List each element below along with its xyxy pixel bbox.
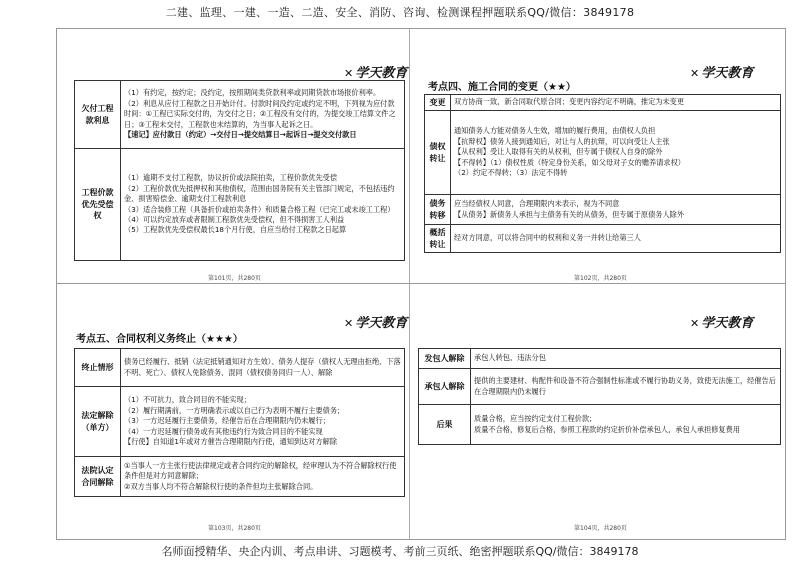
row-header: 法院认定合同解除 (75, 457, 121, 497)
row-header: 承包人解除 (419, 369, 471, 405)
logo-mark-icon: ✕ (690, 67, 700, 80)
content-line: （3）适合装修工程（具备折价或拍卖条件）和质量合格工程（已完工或未竣工工程） (124, 204, 395, 214)
content-line: （4）可以约定放弃或者限制工程款优先受偿权，但不得损害工人利益 (124, 214, 345, 224)
table-top-right (424, 94, 781, 253)
content-line: ②双方当事人均不符合解除权行使的条件但均主张解除合同。 (124, 481, 318, 491)
table-row (75, 457, 405, 497)
horizontal-divider (56, 283, 786, 284)
table-row (425, 111, 781, 195)
table-row (75, 387, 405, 457)
content-line: （5）工程款优先受偿权最长18个月行使，自应当给付工程款之日起算 (124, 225, 347, 235)
logo (344, 312, 407, 331)
logo (690, 312, 753, 331)
content-line: 【从债务】新债务人承担与主债务有关的从债务，但专属于原债务人除外 (454, 209, 685, 219)
footer-banner: 名师面授精华、央企内训、考点串讲、习题模考、考前三页纸、绝密押题联系QQ/微信：3849178 (161, 545, 639, 558)
content-line: （2）利息从应付工程款之日开始计付。付款时间没约定或约定不明，下列视为应付款时间：①工程已实际交付的，为交付之日；②工程没有交付的，为提交竣工结算文件之日；③工程未交付，工程款也未结算的，为当事人起诉之日。 (124, 98, 396, 129)
row-content (121, 387, 405, 457)
row-header: 发包人解除 (419, 349, 471, 369)
content-line: 债务已经履行、抵销（法定抵销通知对方生效）、债务人提存（债权人无理由拒绝、下落不明、死亡）、债权人免除债务、混同（债权债务同归一人）、解除 (124, 357, 401, 377)
content-line: （3）一方迟延履行主要债务，经催告后在合理期限内仍未履行； (124, 416, 330, 426)
page-number: 第102页，共280页 (574, 275, 627, 282)
logo-text: 学天教育 (355, 316, 408, 331)
row-header: 法定解除（单方） (75, 387, 121, 457)
table-row (425, 95, 781, 111)
logo-text: 学天教育 (701, 316, 754, 331)
content-line: 提供的主要建材、构配件和设备不符合强制性标准或不履行协助义务，致使无法施工，经催告后在合理期限内仍未履行 (474, 376, 776, 396)
content-line: 【速记】应付款日（约定）→交付日→提交结算日→起诉日→提交交付款日 (124, 130, 357, 140)
row-content (451, 95, 781, 111)
logo-text: 学天教育 (355, 66, 408, 81)
content-line: 质量合格，应当按约定支付工程价款； (474, 414, 597, 424)
row-content (451, 111, 781, 195)
table-top-left (74, 80, 405, 261)
page-number: 第104页，共280页 (574, 525, 627, 532)
row-content (121, 81, 405, 149)
table-row (419, 369, 781, 405)
content-line: （2）约定不得转；（3）法定不得转 (454, 168, 568, 178)
row-content (121, 149, 405, 261)
page-number: 第103页，共280页 (208, 525, 261, 532)
logo-mark-icon: ✕ (344, 67, 354, 80)
logo-mark-icon: ✕ (690, 317, 700, 330)
row-content (121, 457, 405, 497)
row-header: 变更 (425, 95, 451, 111)
table-row (425, 195, 781, 225)
logo-mark-icon: ✕ (344, 317, 354, 330)
header-banner: 二建、监理、一建、一造、二造、安全、消防、咨询、检测课程押题联系QQ/微信：3849178 (165, 6, 635, 19)
content-line: （1）有约定，按约定；没约定，按照期间类贷款利率或同期贷款市场报价利率。 (124, 88, 381, 98)
row-header: 工程价款优先受偿权 (75, 149, 121, 261)
content-line: （1）逾期不支付工程款，协议折价或法院拍卖，工程价款优先受偿 (124, 173, 338, 183)
content-line: 经对方同意，可以将合同中的权利和义务一并转让给第三人 (454, 233, 641, 243)
section-title: 考点四、施工合同的变更（★★） (428, 82, 576, 93)
content-line: （2）履行期满前，一方明确表示或以自己行为表明不履行主要债务； (124, 405, 345, 415)
row-content (451, 195, 781, 225)
row-header: 终止情形 (75, 349, 121, 387)
table-row (75, 81, 405, 149)
section-title: 考点五、合同权利义务终止（★★★） (76, 334, 243, 345)
content-line: 【从权利】受让人取得有关的从权利，但专属于债权人自身的除外 (454, 147, 663, 157)
row-content (471, 369, 781, 405)
table-bottom-left (74, 348, 405, 497)
content-line: 承包人转包、违法分包 (474, 353, 546, 363)
vertical-divider (409, 28, 410, 540)
content-line: 质量不合格，修复后合格，参照工程款的约定折价补偿承包人，承包人承担修复费用 (474, 424, 740, 434)
content-line: 【抗辩权】债务人接到通知后，对让与人的抗辩，可以向受让人主张 (454, 136, 670, 146)
content-line: 【行使】自知道1年或对方催告合理期限内行使，通知到达对方解除 (124, 437, 338, 447)
table-bottom-right (418, 348, 781, 445)
table-row (75, 149, 405, 261)
row-content (121, 349, 405, 387)
page-number: 第101页，共280页 (208, 275, 261, 282)
table-row (75, 349, 405, 387)
content-line: 应当经债权人同意，合理期限内未表示，视为不同意 (454, 199, 620, 209)
content-line: （1）不可抗力，致合同目的不能实现； (124, 395, 251, 405)
content-line: （2）工程价款优先抵押权和其他债权，范围由国务院有关主管部门规定，不包括违约金、损害赔偿金、逾期支付工程款利息 (124, 183, 395, 204)
logo (690, 62, 753, 81)
row-content (471, 349, 781, 369)
table-row (419, 349, 781, 369)
row-content (451, 225, 781, 253)
content-line: 【不得转】（1）债权性质（特定身份关系，如父母对子女的赡养请求权） (454, 157, 685, 167)
row-content (471, 405, 781, 445)
table-row (425, 225, 781, 253)
logo-text: 学天教育 (701, 66, 754, 81)
content-line: （4）一方迟延履行债务或有其他违约行为致合同目的不能实现 (124, 426, 323, 436)
row-header: 债务转移 (425, 195, 451, 225)
content-line: 通知债务人方能对债务人生效，增加的履行费用，由债权人负担 (454, 126, 656, 136)
logo (344, 62, 407, 81)
row-header: 后果 (419, 405, 471, 445)
content-line: ①当事人一方主张行使法律规定或者合同约定的解除权，经审理认为不符合解除权行使条件但是对方同意解除； (124, 460, 397, 481)
row-header: 欠付工程款利息 (75, 81, 121, 149)
table-row (419, 405, 781, 445)
content-line: 双方协商一致，新合同取代原合同；变更内容约定不明确，推定为未变更 (454, 97, 685, 107)
row-header: 概括转让 (425, 225, 451, 253)
row-header: 债权转让 (425, 111, 451, 195)
